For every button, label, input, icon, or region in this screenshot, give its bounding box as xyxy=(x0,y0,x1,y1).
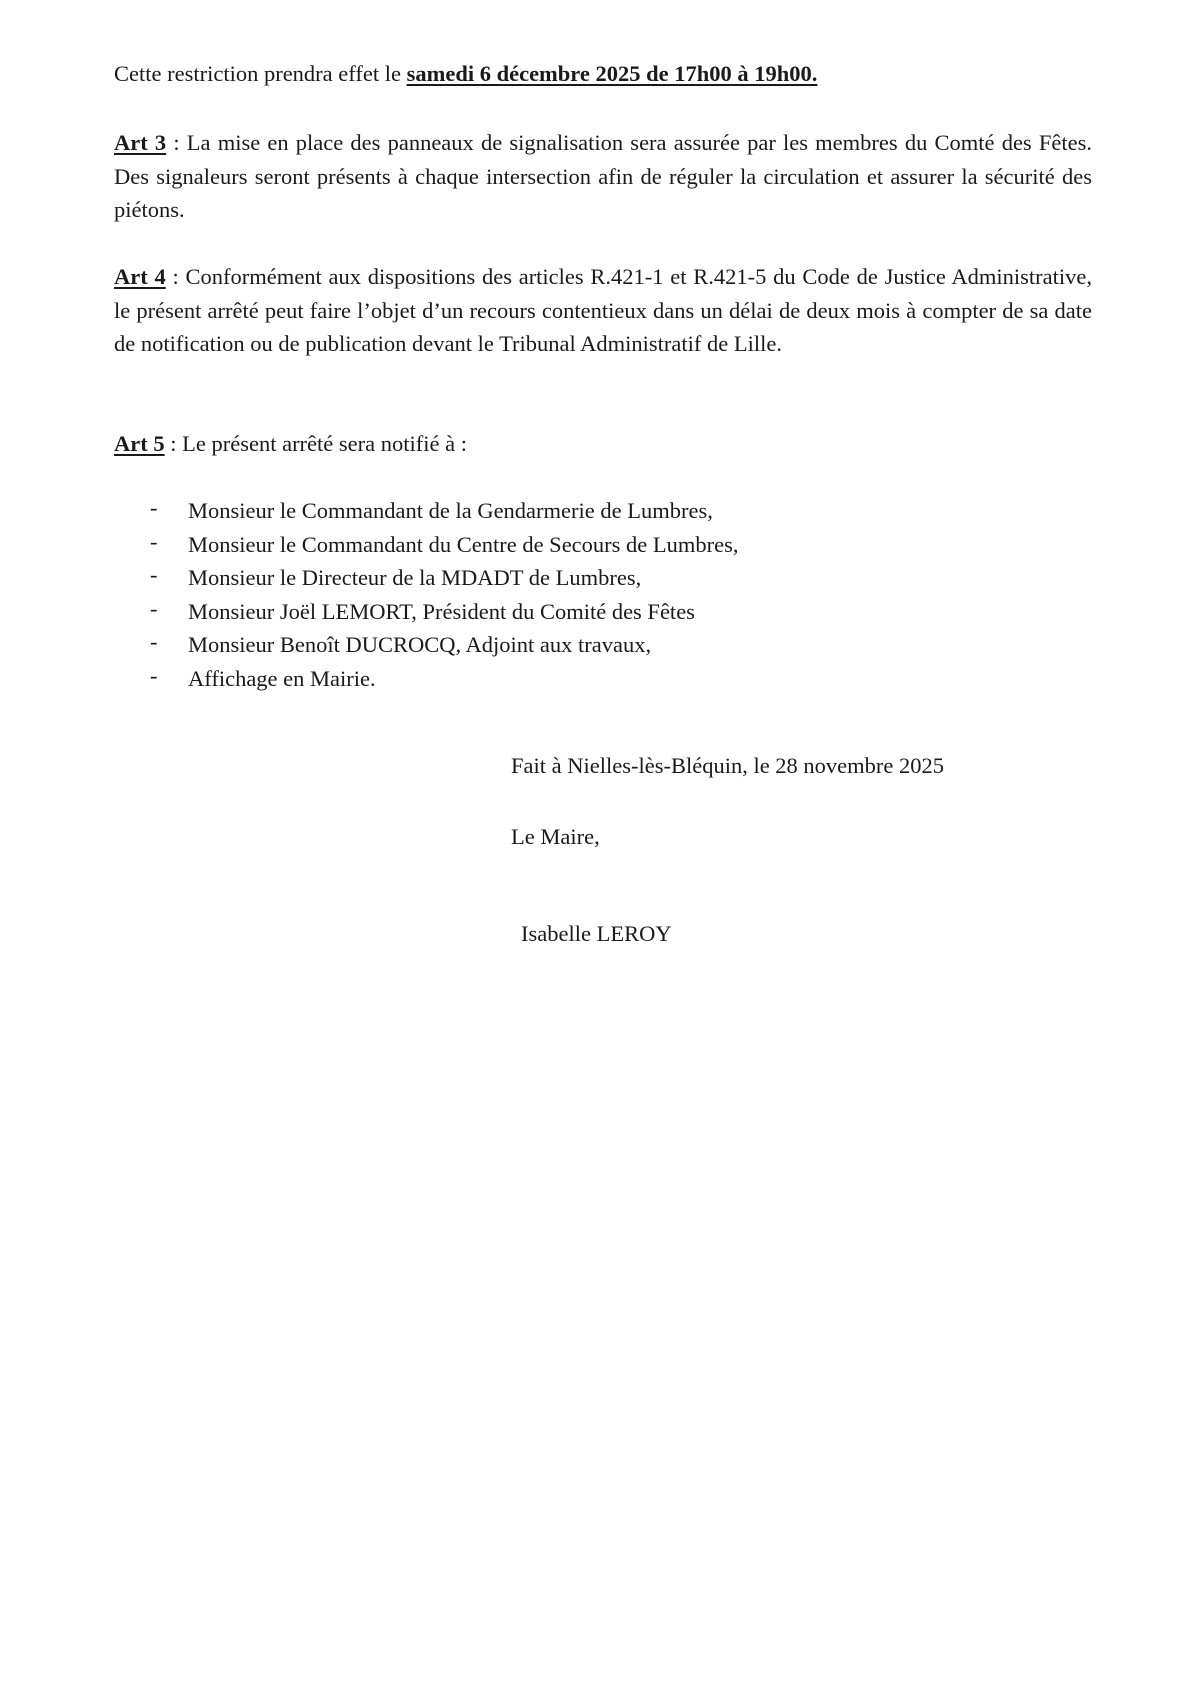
list-item xyxy=(150,628,739,662)
list-item xyxy=(150,561,739,595)
article-5-paragraph xyxy=(114,427,1092,461)
list-bullet: - xyxy=(150,562,158,587)
article-3-text: La mise en place des panneaux de signalisation sera assurée par les membres du Comté des Fêtes. Des signaleurs seront présents à chaque intersection afin de réguler la circulation et assurer la sécurité des piétons. xyxy=(114,130,1092,222)
recipient-text: Affichage en Mairie. xyxy=(188,665,376,691)
list-item xyxy=(150,494,739,528)
article-4-label: Art 4 xyxy=(114,264,166,289)
article-3-separator: : xyxy=(166,130,187,155)
list-bullet: - xyxy=(150,495,158,520)
article-4-separator: : xyxy=(165,264,186,289)
restriction-effective-paragraph xyxy=(114,57,1092,91)
list-item xyxy=(150,528,739,562)
list-bullet: - xyxy=(150,629,158,654)
list-bullet: - xyxy=(150,595,158,621)
article-5-separator: : xyxy=(164,431,183,456)
restriction-date-emphasis: samedi 6 décembre 2025 de 17h00 à 19h00. xyxy=(406,61,818,86)
signature-name: Isabelle LEROY xyxy=(521,921,672,946)
list-bullet: - xyxy=(150,528,158,554)
recipient-text: Monsieur le Commandant du Centre de Secours de Lumbres, xyxy=(188,531,739,557)
article-3-paragraph xyxy=(114,126,1092,227)
list-item xyxy=(150,595,739,629)
article-4-text: Conformément aux dispositions des articles R.421-1 et R.421-5 du Code de Justice Administrative, le présent arrêté peut faire l’objet d’un recours contentieux dans un délai de deux mois à compter de sa date de notification ou de publication devant le Tribunal Administratif de Lille. xyxy=(114,264,1092,356)
recipients-list xyxy=(150,494,739,695)
article-5-label: Art 5 xyxy=(114,431,165,456)
list-bullet: - xyxy=(150,662,158,688)
recipient-text: Monsieur le Commandant de la Gendarmerie de Lumbres, xyxy=(188,498,713,523)
recipient-text: Monsieur Joël LEMORT, Président du Comité des Fêtes xyxy=(188,598,695,624)
signature-role: Le Maire, xyxy=(511,824,600,849)
recipient-text: Monsieur Benoît DUCROCQ, Adjoint aux travaux, xyxy=(188,632,652,657)
signature-place-date: Fait à Nielles-lès-Bléquin, le 28 novembre 2025 xyxy=(511,753,945,778)
article-5-text: Le présent arrêté sera notifié à : xyxy=(182,431,467,456)
recipient-text: Monsieur le Directeur de la MDADT de Lumbres, xyxy=(188,565,642,590)
list-item xyxy=(150,662,739,696)
article-3-label: Art 3 xyxy=(114,130,167,155)
article-4-paragraph xyxy=(114,260,1092,361)
restriction-intro-text: Cette restriction prendra effet le xyxy=(114,61,407,86)
